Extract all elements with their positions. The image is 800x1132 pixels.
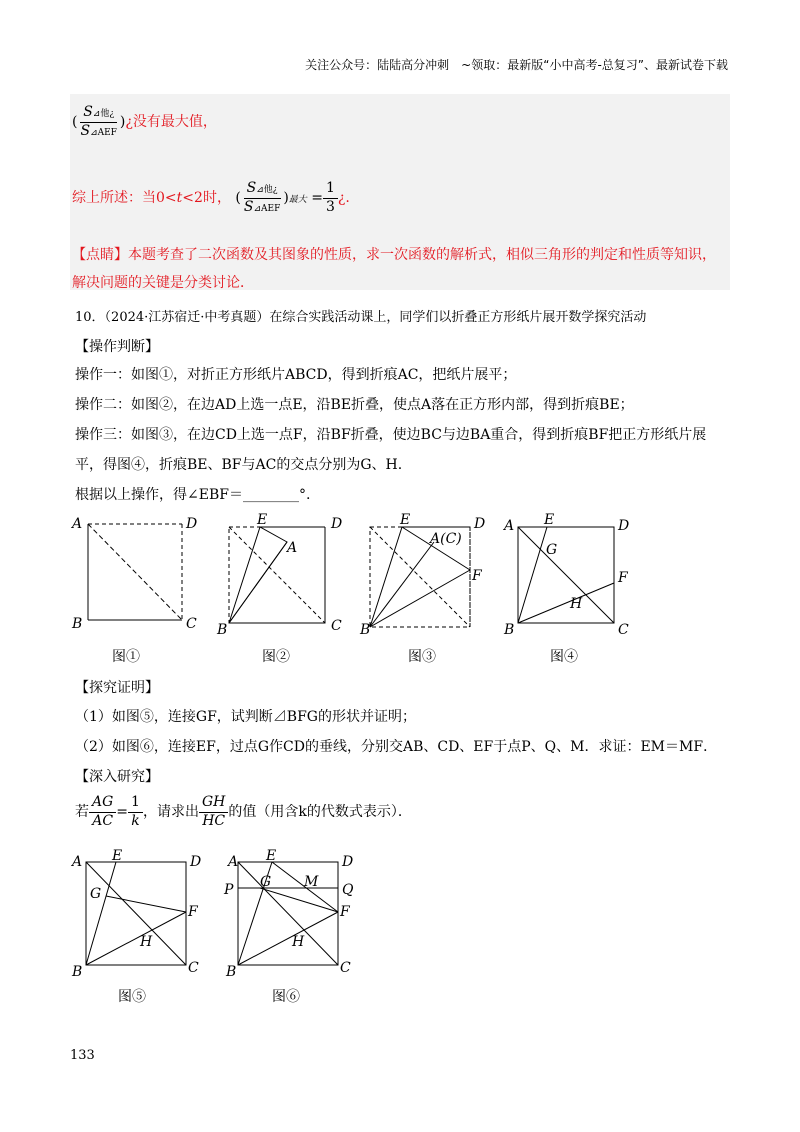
figure-5 xyxy=(70,848,210,978)
operation-1: 操作一：如图①，对折正方形纸片ABCD，得到折痕AC，把纸片展平； xyxy=(75,367,517,383)
figure-3 xyxy=(358,510,498,635)
label-G: G xyxy=(260,874,272,890)
label-H: H xyxy=(292,934,305,950)
operation-2: 操作二：如图②，在边AD上选一点E，沿BE折叠，使点A落在正方形内部，得到折痕BE； xyxy=(75,397,634,413)
label-H: H xyxy=(140,934,153,950)
label-E: E xyxy=(544,512,555,528)
label-F: F xyxy=(618,570,628,586)
figure-2-caption: 图② xyxy=(262,649,290,665)
label-C: C xyxy=(331,618,342,634)
label-D: D xyxy=(186,516,198,532)
label-E: E xyxy=(266,848,277,864)
label-B: B xyxy=(217,622,228,635)
figure-5-caption: 图⑤ xyxy=(118,989,146,1005)
label-A: A xyxy=(287,540,298,556)
question-1: （1）如图⑤，连接GF，试判断⊿BFG的形状并证明； xyxy=(75,709,416,725)
solution-line-1: ( $\frac{\text{S⊿他¿}}{\text{S⊿AEF}}$ )¿没有最大值， xyxy=(72,104,217,139)
question-angle: 根据以上操作，得∠EBF＝________°. xyxy=(75,487,311,503)
label-D: D xyxy=(474,516,486,532)
label-B: B xyxy=(72,616,83,632)
label-A: A xyxy=(228,854,239,870)
solution-line-2: 综上所述：当0<t<2时， ( $\frac{\text{S⊿他¿}}{\text{S⊿AEF}}$ )最大 = $\frac{1}{3}$ ¿. xyxy=(72,180,350,215)
dianjing-line-1: 【点睛】本题考查了二次函数及其图象的性质，求一次函数的解析式，相似三角形的判定和性质等知识， xyxy=(72,247,716,263)
label-F: F xyxy=(188,904,198,920)
label-AC: A(C) xyxy=(430,531,462,547)
figure-1 xyxy=(70,510,210,635)
figure-2 xyxy=(215,510,355,635)
label-C: C xyxy=(340,960,351,976)
question-3: 若 $\frac{AG}{AC}$ = $\frac{1}{k}$ ，请求出 $\frac{GH}{HC}$ 的值（用含k的代数式表示）． xyxy=(75,794,412,829)
figure-4 xyxy=(500,510,640,635)
solution-box xyxy=(70,94,730,290)
page-header: 关注公众号：陆陆高分冲刺 ~领取：最新版“小中高考-总复习”、最新试卷下载 xyxy=(305,58,728,72)
label-G: G xyxy=(90,886,102,902)
section-proof: 【探究证明】 xyxy=(75,680,159,696)
label-D: D xyxy=(190,854,202,870)
figure-6-caption: 图⑥ xyxy=(272,989,300,1005)
label-C: C xyxy=(188,960,199,976)
label-B: B xyxy=(226,964,237,978)
label-D: D xyxy=(331,516,343,532)
operation-3a: 操作三：如图③，在边CD上选一点F，沿BF折叠，使边BC与边BA重合，得到折痕BF把正方形纸片展 xyxy=(75,427,707,443)
label-B: B xyxy=(360,622,371,635)
question-2: （2）如图⑥，连接EF，过点G作CD的垂线，分别交AB、CD、EF于点P、Q、M．求证：EM＝MF． xyxy=(75,739,718,755)
label-E: E xyxy=(400,512,411,528)
label-F: F xyxy=(472,568,482,584)
label-D: D xyxy=(342,854,354,870)
label-E: E xyxy=(257,512,268,528)
label-Q: Q xyxy=(342,882,354,898)
section-operation: 【操作判断】 xyxy=(75,339,159,355)
problem-title: 10．（2024·江苏宿迁·中考真题）在综合实践活动课上，同学们以折叠正方形纸片展开数学探究活动 xyxy=(75,310,647,325)
label-F: F xyxy=(340,904,350,920)
page-number: 133 xyxy=(70,1048,95,1063)
operation-3b: 平，得图④，折痕BE、BF与AC的交点分别为G、H. xyxy=(75,457,403,473)
label-H: H xyxy=(570,596,583,612)
label-C: C xyxy=(618,622,629,635)
label-E: E xyxy=(112,848,123,864)
label-A: A xyxy=(72,854,83,870)
label-A: A xyxy=(72,516,83,532)
label-A: A xyxy=(504,518,515,534)
figure-6 xyxy=(222,848,362,978)
label-P: P xyxy=(224,882,234,898)
figure-4-caption: 图④ xyxy=(550,649,578,665)
figure-1-caption: 图① xyxy=(112,649,140,665)
figure-3-caption: 图③ xyxy=(408,649,436,665)
label-G: G xyxy=(546,542,558,558)
label-B: B xyxy=(72,964,83,978)
label-C: C xyxy=(186,616,197,632)
label-D: D xyxy=(618,518,630,534)
label-M: M xyxy=(304,874,319,890)
section-deep: 【深入研究】 xyxy=(75,769,159,785)
dianjing-line-2: 解决问题的关键是分类讨论． xyxy=(72,275,254,291)
label-B: B xyxy=(504,622,515,635)
